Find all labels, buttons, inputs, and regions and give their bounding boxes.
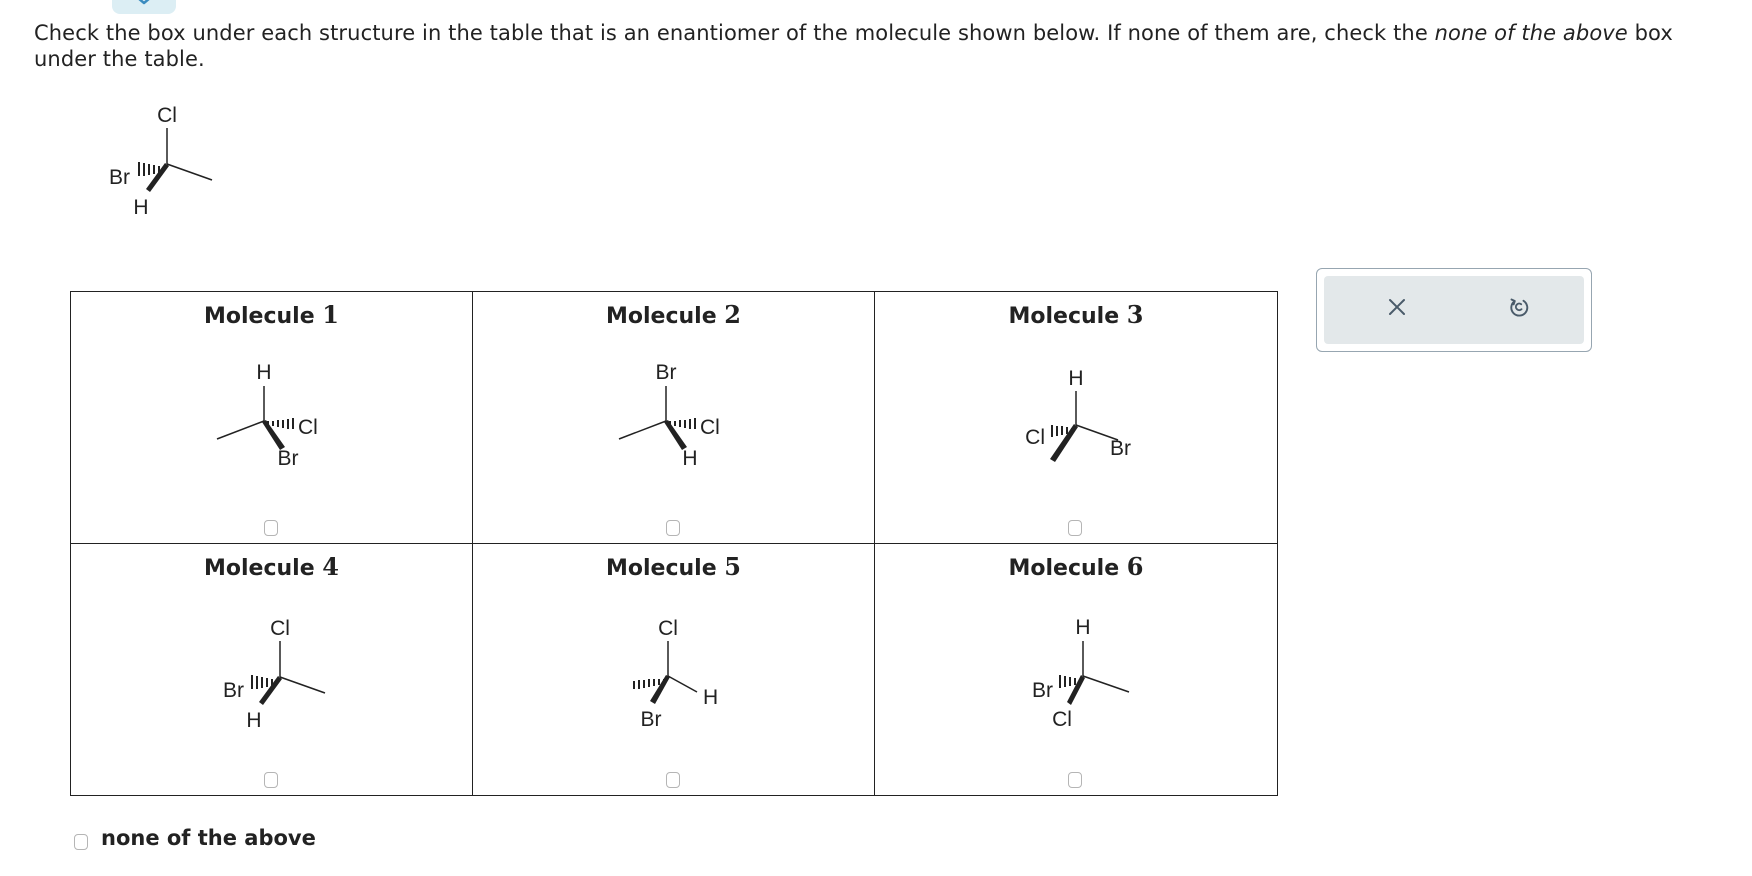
atom-label-hash: Cl — [700, 416, 720, 439]
molecule-cell-1 — [71, 292, 473, 544]
prompt-emphasis: none of the above — [1434, 21, 1628, 45]
molecule-4-checkbox[interactable] — [264, 772, 278, 788]
tools-bar — [1324, 276, 1584, 344]
molecule-number: 1 — [322, 300, 339, 329]
clear-button[interactable] — [1385, 295, 1409, 319]
molecule-cell-2 — [473, 292, 875, 544]
prompt-text-end: box under the table. — [34, 21, 1673, 71]
atom-label-wedge: Br — [640, 707, 662, 731]
prompt-text: Check the box under each structure in the table that is an enantiomer of the molecule shown below. If none of them are, check the — [34, 21, 1435, 45]
atom-label-hash: Br — [223, 678, 244, 702]
molecule-label: Molecule — [1008, 304, 1120, 329]
wedge-bond — [1050, 424, 1078, 462]
atom-label-hash: Br — [1032, 678, 1053, 702]
molecule-2-checkbox[interactable] — [666, 520, 680, 536]
molecule-structure — [875, 292, 1277, 544]
atom-label-right: Br — [1110, 437, 1131, 460]
close-icon — [1385, 295, 1409, 319]
atom-label-wedge: Cl — [1052, 707, 1072, 731]
atom-label-left: Br — [109, 166, 130, 189]
atom-label-top: Cl — [658, 616, 678, 640]
molecule-cell-3 — [875, 292, 1277, 544]
atom-label-top: H — [256, 361, 272, 384]
atom-label-top: H — [1075, 615, 1091, 639]
molecule-structure — [473, 292, 875, 544]
hash-bond — [670, 418, 695, 429]
molecule-number: 4 — [322, 551, 339, 581]
question-prompt — [34, 20, 1734, 72]
molecule-number: 5 — [724, 551, 741, 581]
molecule-number: 2 — [724, 300, 741, 329]
molecule-label: Molecule — [203, 555, 315, 581]
undo-button[interactable] — [1507, 295, 1531, 319]
molecule-label: Molecule — [605, 555, 717, 581]
molecule-cell-4 — [71, 544, 473, 796]
none-of-the-above-checkbox[interactable] — [74, 834, 88, 850]
molecule-number: 3 — [1126, 300, 1144, 329]
molecule-structure — [875, 544, 1277, 796]
reference-molecule — [0, 0, 260, 240]
molecule-6-checkbox[interactable] — [1068, 772, 1082, 788]
bond-line — [167, 164, 212, 180]
molecule-label: Molecule — [203, 304, 315, 329]
answer-tools-panel — [1316, 268, 1592, 352]
molecule-1-checkbox[interactable] — [264, 520, 278, 536]
atom-label-wedge: Br — [277, 447, 299, 470]
atom-label-top: Br — [655, 361, 677, 384]
molecule-3-checkbox[interactable] — [1068, 520, 1082, 536]
atom-label-bottom: H — [133, 196, 149, 219]
atom-label-wedge: H — [682, 447, 698, 470]
atom-label-top: H — [1068, 367, 1084, 390]
atom-label-wedge: H — [246, 708, 262, 732]
molecule-cell-5 — [473, 544, 875, 796]
undo-icon — [1507, 295, 1531, 319]
molecule-label: Molecule — [605, 304, 717, 329]
none-of-the-above-label: none of the above — [101, 826, 316, 850]
molecule-number: 6 — [1126, 551, 1144, 581]
atom-label-hash: Cl — [298, 416, 318, 439]
atom-label-top: Cl — [270, 616, 290, 640]
molecule-structure — [473, 544, 875, 796]
molecule-5-checkbox[interactable] — [666, 772, 680, 788]
molecule-table — [70, 291, 1278, 796]
molecule-label: Molecule — [1008, 555, 1120, 581]
molecule-structure — [71, 544, 473, 796]
atom-label-right: H — [703, 685, 719, 709]
atom-label-top: Cl — [157, 104, 177, 127]
atom-label-hash: Cl — [1025, 426, 1045, 449]
molecule-cell-6 — [875, 544, 1277, 796]
hash-bond — [268, 418, 293, 429]
molecule-structure — [71, 292, 473, 544]
